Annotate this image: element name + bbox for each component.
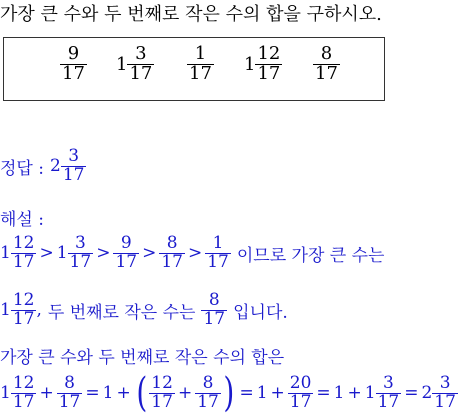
second-line: 1 $\frac{12}{17}$ , 두 번째로 작은 수는 $\frac{8}{17}$ 입니다. <box>0 290 288 329</box>
solution-label: 해설 : <box>0 210 44 230</box>
sum-line: 1 $\frac{12}{17}$ + $\frac{8}{17}$ = 1 + ( $\frac{12}{17}$ + $\frac{8}{17}$ ) = 1 + $\frac{20}{17}$ = 1 + 1 $\frac{3}{17}$ = 2 $\frac{3}{17}$ <box>0 370 456 416</box>
box-fraction-1: $\frac{9}{17}$ <box>62 43 85 84</box>
answer-line <box>0 148 86 185</box>
answer-value: 2 $\frac{3}{17}$ <box>49 146 85 185</box>
order-line: 1 $\frac{12}{17}$ > 1 $\frac{3}{17}$ > $\frac{9}{17}$ > $\frac{8}{17}$ > $\frac{1}{17}$ 이므로 가장 큰 수는 <box>0 233 385 272</box>
box-fraction-5: $\frac{8}{17}$ <box>315 43 338 84</box>
sum-intro: 가장 큰 수와 두 번째로 작은 수의 합은 <box>0 348 285 368</box>
order-suffix: 이므로 가장 큰 수는 <box>236 245 385 266</box>
box-fraction-3: $\frac{1}{17}$ <box>189 43 212 84</box>
answer-label: 정답 : <box>0 158 44 179</box>
box-fraction-2: 1 $\frac{3}{17}$ <box>116 43 153 84</box>
box-fraction-4: 1 $\frac{12}{17}$ <box>244 43 281 84</box>
question-text: 가장 큰 수와 두 번째로 작은 수의 합을 구하시오. <box>0 4 382 25</box>
